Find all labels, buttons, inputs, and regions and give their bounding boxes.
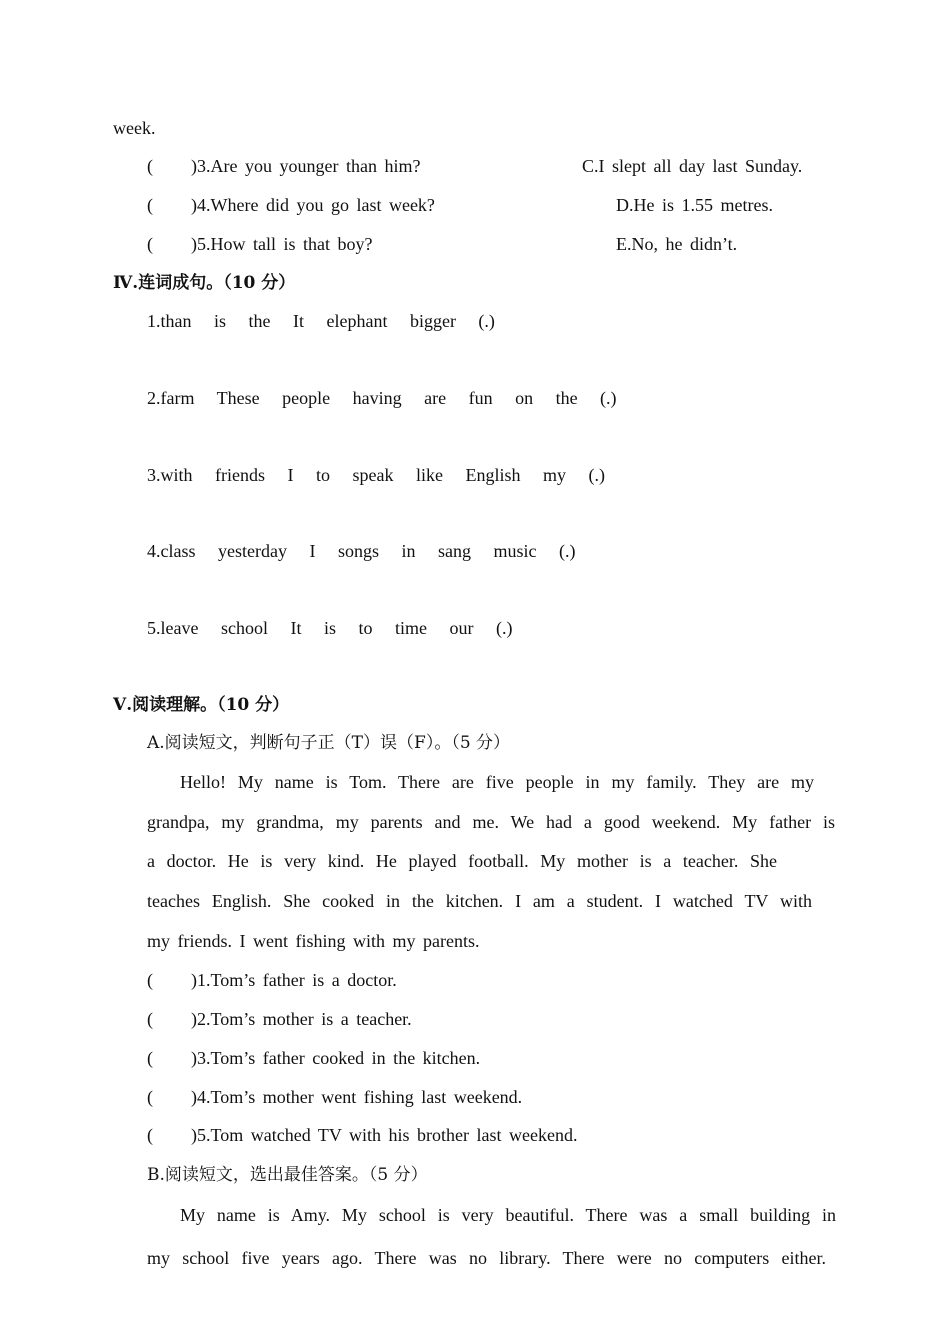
- word-order-item: 4.class yesterday I songs in sang music (.): [147, 541, 576, 561]
- question-text: )1.Tom’s father is a doctor.: [191, 970, 397, 990]
- question-text: )2.Tom’s mother is a teacher.: [191, 1009, 412, 1029]
- carry-over-text: week.: [113, 118, 156, 138]
- answer-paren: (: [147, 970, 153, 990]
- passage-line: My name is Amy. My school is very beautiful. There was a small building in: [180, 1205, 836, 1225]
- passage-line: teaches English. She cooked in the kitchen. I am a student. I watched TV with: [147, 891, 812, 911]
- passage-line: grandpa, my grandma, my parents and me. We had a good weekend. My father is: [147, 812, 835, 832]
- answer-paren: (: [147, 1009, 153, 1029]
- question-text: )4.Tom’s mother went fishing last weekend.: [191, 1087, 523, 1107]
- answer-paren: (: [147, 156, 153, 176]
- answer-paren: (: [147, 234, 153, 254]
- question-text: )3.Tom’s father cooked in the kitchen.: [191, 1048, 481, 1068]
- passage-line: my school five years ago. There was no library. There were no computers either.: [147, 1248, 826, 1268]
- word-order-item: 5.leave school It is to time our (.): [147, 618, 513, 638]
- answer-paren: (: [147, 1048, 153, 1068]
- section-heading: Ⅳ.连词成句。（10 分）: [113, 273, 296, 293]
- word-order-item: 2.farm These people having are fun on the (.): [147, 388, 617, 408]
- matching-option: E.No, he didn’t.: [616, 234, 738, 254]
- part-a-instruction: A.阅读短文，判断句子正（T）误（F）。（5 分）: [147, 733, 511, 753]
- matching-option: D.He is 1.55 metres.: [616, 195, 773, 215]
- passage-line: my friends. I went fishing with my parents.: [147, 931, 480, 951]
- section-heading: Ⅴ.阅读理解。（10 分）: [113, 695, 290, 715]
- passage-line: a doctor. He is very kind. He played football. My mother is a teacher. She: [147, 851, 777, 871]
- answer-paren: (: [147, 195, 153, 215]
- matching-option: C.I slept all day last Sunday.: [582, 156, 803, 176]
- word-order-item: 3.with friends I to speak like English my (.): [147, 465, 605, 485]
- matching-question: )4.Where did you go last week?: [191, 195, 435, 215]
- passage-line: Hello! My name is Tom. There are five people in my family. They are my: [180, 772, 814, 792]
- matching-question: )5.How tall is that boy?: [191, 234, 373, 254]
- answer-paren: (: [147, 1125, 153, 1145]
- answer-paren: (: [147, 1087, 153, 1107]
- question-text: )5.Tom watched TV with his brother last weekend.: [191, 1125, 578, 1145]
- word-order-item: 1.than is the It elephant bigger (.): [147, 311, 495, 331]
- matching-question: )3.Are you younger than him?: [191, 156, 421, 176]
- part-b-instruction: B.阅读短文，选出最佳答案。（5 分）: [147, 1165, 428, 1185]
